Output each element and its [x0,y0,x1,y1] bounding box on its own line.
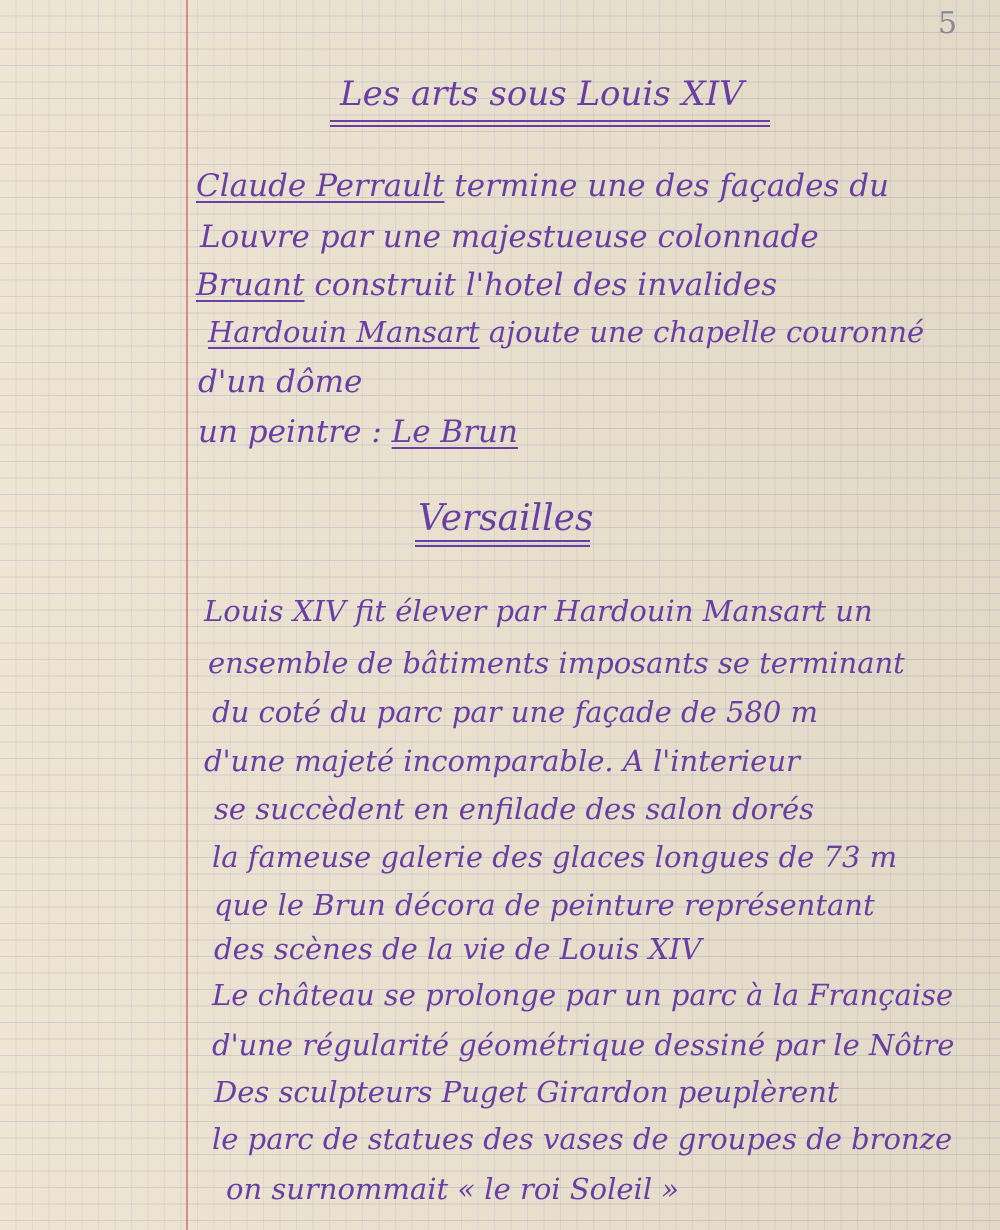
handwritten-line [196,267,777,303]
handwritten-line [198,414,518,450]
page-title: Les arts sous Louis XIV [340,74,744,114]
underlined-name: Bruant [196,267,305,303]
underlined-name: Hardouin Mansart [208,315,480,349]
line-text: un peintre : [198,414,392,450]
underlined-name: Le Brun [391,414,518,450]
handwritten-line [196,168,889,204]
handwritten-line: Louis XIV fit élever par Hardouin Mansart un [204,594,873,628]
handwritten-line: du coté du parc par une façade de 580 m [212,695,819,729]
margin-line [186,0,188,1230]
line-text: ajoute une chapelle couronné [479,315,925,349]
handwritten-line: Louvre par une majestueuse colonnade [200,219,819,255]
handwritten-line: Des sculpteurs Puget Girardon peuplèrent [214,1075,839,1109]
handwritten-line: Le château se prolonge par un parc à la Française [212,978,954,1012]
title-underline-second [330,125,770,127]
line-text: construit l'hotel des invalides [304,267,778,303]
handwritten-line: que le Brun décora de peinture représentant [214,888,875,922]
handwritten-line: le parc de statues des vases de groupes de bronze [212,1122,953,1156]
handwritten-line: des scènes de la vie de Louis XIV [214,932,702,966]
handwritten-line: on surnommait « le roi Soleil » [226,1172,680,1206]
line-text: termine une des façades du [444,168,890,204]
handwritten-line [208,315,924,349]
handwritten-line: ensemble de bâtiments imposants se terminant [208,646,905,680]
handwritten-line: d'une régularité géométrique dessiné par le Nôtre [212,1028,955,1062]
section-heading: Versailles [418,498,594,539]
handwritten-line: la fameuse galerie des glaces longues de 73 m [212,840,898,874]
page-number: 5 [938,6,958,41]
handwritten-line: d'un dôme [198,364,363,400]
handwritten-line: se succèdent en enfilade des salon dorés [214,792,815,826]
underlined-name: Claude Perrault [196,168,445,204]
heading-underline-second [415,545,590,547]
handwritten-line: d'une majeté incomparable. A l'interieur [204,744,800,778]
title-underline [330,120,770,122]
heading-underline [415,540,590,542]
